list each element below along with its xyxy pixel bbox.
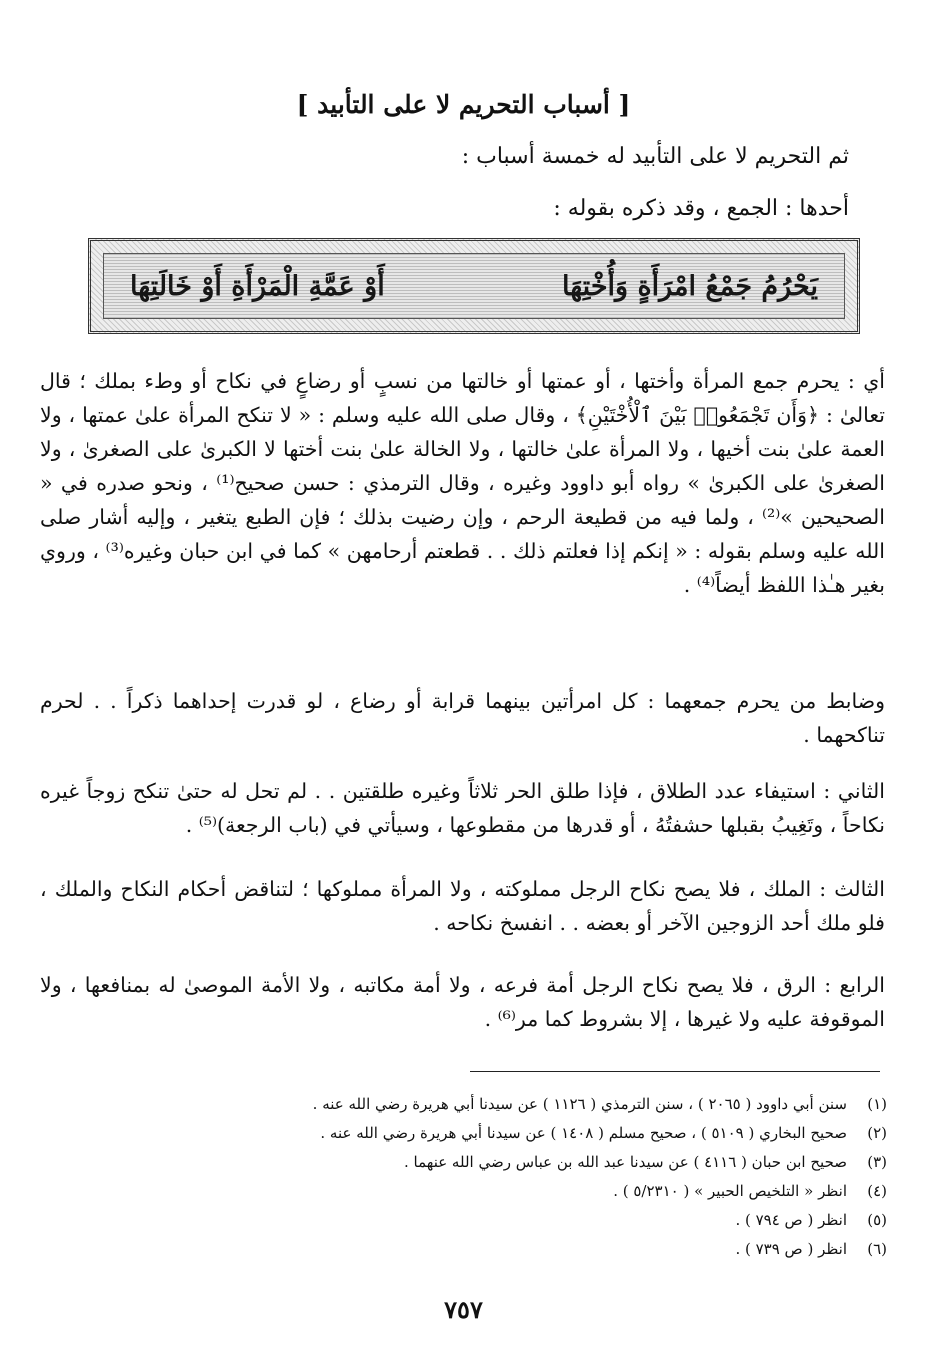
verse-second-hemistich: أَوْ عَمَّةِ الْمَرْأَةِ أَوْ خَالَتِهَا [130,270,385,302]
footnote-text: انظر ( ص ٧٣٩ ) . [735,1240,847,1258]
footnote-number: (٥) [867,1211,887,1229]
footnote-item [67,1148,887,1177]
footnote-item [67,1119,887,1148]
footnote-text: انظر « التلخيص الحبير » ( ٥/٢٣١٠ ) . [613,1182,847,1200]
paragraph-third-cause [40,872,885,940]
footnote-number: (٤) [867,1182,887,1200]
section-heading: [ أسباب التحريم لا على التأبيد ] [296,90,631,119]
paragraph-text: أي : يحرم جمع المرأة وأختها ، أو عمتها أو خالتها من نسبٍ أو رضاعٍ في نكاح أو وطء بملك ؛ قال تعالىٰ : ﴿وَأَن تَجْمَعُوا۟ بَيْنَ ٱلْأُخْتَيْنِ﴾ ، وقال صلى الله عليه وسلم : « لا تنكح المرأة علىٰ عمتها ، ولا العمة علىٰ بنت أخيها ، ولا المرأة علىٰ خالتها ، ولا الخالة علىٰ بنت أختها لا الكبرىٰ على الصغرىٰ ، ولا الصغرىٰ على الكبرىٰ » رواه أبو داوود وغيره ، وقال الترمذي : حسن صحيح⁽¹⁾ ، ونحو صدره في « الصحيحين »⁽²⁾ ، ولما فيه من قطيعة الرحم ، وإن رضيت بذلك ؛ فإن الطبع يتغير ، وإليه أشار صلى الله عليه وسلم بقوله : « إنكم إذا فعلتم ذلك . . قطعتم أرحامهن » كما في ابن حبان وغيره⁽³⁾ ، وروي بغير هـٰذا اللفظ أيضاً⁽⁴⁾ . [40,369,885,597]
footnote-number: (١) [867,1095,887,1113]
footnote-item [67,1206,887,1235]
paragraph-text: وضابط من يحرم جمعهما : كل امرأتين بينهما قرابة أو رضاع ، لو قدرت إحداهما ذكراً . . لحرم تناكحهما . [40,689,885,747]
intro-line-2: أحدها : الجمع ، وقد ذكره بقوله : [553,196,849,221]
page-number: ٧٥٧ [444,1295,483,1324]
paragraph-text: الرابع : الرق ، فلا يصح نكاح الرجل أمة فرعه ، ولا أمة مكاتبه ، ولا الأمة الموصىٰ له بمنافعها ، ولا الموقوفة عليه ولا غيرها ، إلا بشروط كما مر⁽⁶⁾ . [40,973,885,1031]
footnotes [67,1090,887,1264]
paragraph-text: الثالث : الملك ، فلا يصح نكاح الرجل مملوكته ، ولا المرأة مملوكها ؛ لتناقض أحكام النكاح والملك ، فلو ملك أحد الزوجين الآخر أو بعضه . . انفسخ نكاحه . [40,877,885,935]
intro-line-1: ثم التحريم لا على التأبيد له خمسة أسباب : [461,144,849,169]
paragraph-second-cause [40,774,885,842]
footnote-item [67,1235,887,1264]
footnote-number: (٣) [867,1153,887,1171]
footnote-separator [470,1071,880,1072]
paragraph-commentary [40,364,885,602]
verse-panel [103,253,845,319]
footnote-number: (٦) [867,1240,887,1258]
footnote-text: انظر ( ص ٧٩٤ ) . [735,1211,847,1229]
footnote-number: (٢) [867,1124,887,1142]
footnote-text: صحيح ابن حبان ( ٤١١٦ ) عن سيدنا عبد الله بن عباس رضي الله عنهما . [404,1153,847,1171]
footnote-text: صحيح البخاري ( ٥١٠٩ ) ، صحيح مسلم ( ١٤٠٨ ) عن سيدنا أبي هريرة رضي الله عنه . [320,1124,847,1142]
paragraph-fourth-cause [40,968,885,1036]
paragraph-text: الثاني : استيفاء عدد الطلاق ، فإذا طلق الحر ثلاثاً وغيره طلقتين . . لم تحل له حتىٰ تنكح زوجاً غيره نكاحاً ، وتَغِيبُ بقبلها حشفتُهُ ، أو قدرها من مقطوعها ، وسيأتي في (باب الرجعة)⁽⁵⁾ . [40,779,885,837]
paragraph-rule [40,684,885,752]
verse-first-hemistich: يَحْرُمُ جَمْعُ امْرَأَةٍ وَأُخْتِهَا [562,270,818,302]
footnote-item [67,1177,887,1206]
footnote-text: سنن أبي داوود ( ٢٠٦٥ ) ، سنن الترمذي ( ١١٢٦ ) عن سيدنا أبي هريرة رضي الله عنه . [312,1095,847,1113]
footnote-item [67,1090,887,1119]
verse-frame [88,238,860,334]
